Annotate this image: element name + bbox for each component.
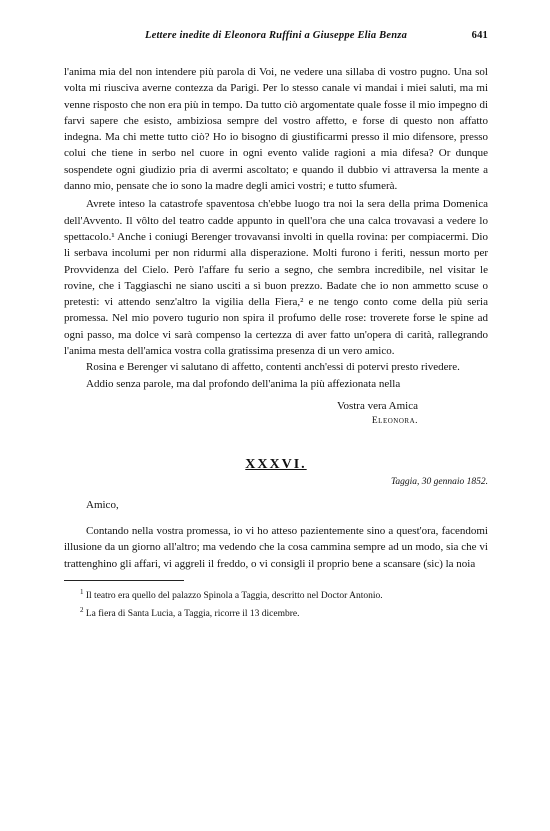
next-letter-body [64, 523, 488, 572]
footnote [64, 585, 488, 603]
paragraph: Addio senza parole, ma dal profondo dell'anima la più affezionata nella [86, 377, 401, 390]
signature: Eleonora. [371, 415, 418, 426]
paragraph: Avrete inteso la catastrofe spaventosa ch'ebbe luogo tra noi la sera della prima Domenica dell'Avvento. Il vôlto del teatro cadde appunto in quell'ora che una calca trovavasi a vedere lo spettacolo.¹ Anche i coniugi Berenger trovavansi involti in quella rovina: per compiacermi. Dio li serbava incolumi per non ridurmi alla disperazione. Molti furono i feriti, nessun morto per Provvidenza del Cielo. Però l'affare fu serio a segno, che sembra incredibile, nel visitar le rovine, che i Taggiaschi ne siano usciti a sì buon prezzo. Badate che io non ammetto scuse o pretesti: vi attendo senz'altro la vigilia della Fiera,² e ne tengo conto come della più seria promessa. Nel mio povero tugurio non spira il profumo delle rose: troverete forse le spine ad ogni passo, ma dolce vi sarà compenso la certezza di aver fatto un'opera di carità, rallegrando l'anima mesta dell'amica vostra colla gratissima presenza di un vero amico. [64, 198, 488, 358]
letter-number: XXXVI. [245, 456, 307, 472]
footnote-text: La fiera di Santa Lucia, a Taggia, ricorre il 13 dicembre. [85, 609, 300, 620]
paragraph: Rosina e Berenger vi salutano di affetto, contenti anch'essi di potervi presto rivedere. [86, 361, 460, 374]
closing-line: Vostra vera Amica [336, 399, 418, 412]
paragraph: Contando nella vostra promessa, io vi ho atteso pazientemente sino a quest'ora, facendomi illusione da un giorno all'altro; ma vedendo che la cosa cammina sempre ad un modo, sia che vi trattenghino gli affari, vi aggreli il freddo, o vi consigli il proprio bene a scansare (sic) la noia [64, 524, 488, 570]
footnote-marker: 1 [80, 587, 84, 596]
paragraph: l'anima mia del non intendere più parola di Voi, ne vedere una sillaba di vostro pugno. Una sol volta mi riusciva averne contezza da Parigi. Per lo stesso canale vi mandai i miei saluti, ma mi venne risposto che non era più in tempo. Da tutto ciò argomentate quale fosse il mio impegno di farvi sapere che esisto, ambiziosa sempre del vostro affetto, e forse di questo non affatto indegna. Ma chi mette tutto ciò? Ho io bisogno di giustificarmi presso il mio difensore, presso colui che tiene in serbo nel cuore in ogni evento valide ragioni a mia difesa? Or dunque sospendete ogni giudizio pria di avermi ascoltato; e quando il dubbio vi attraversa la mente a danno mio, pensate che io sono la madre degli amici vostri; e tutto sfumerà. [64, 66, 488, 193]
letter-dateline: Taggia, 30 gennaio 1852. [390, 476, 488, 487]
footnote [64, 603, 488, 621]
footnote-divider [64, 580, 184, 581]
letter-signoff [64, 398, 488, 429]
letter-body [64, 64, 488, 392]
footnotes [64, 585, 488, 621]
footnote-text: Il teatro era quello del palazzo Spinola a Taggia, descritto nel Doctor Antonio. [85, 590, 383, 601]
page-number: 641 [471, 30, 488, 41]
running-head [64, 30, 488, 46]
running-title: Lettere inedite di Eleonora Ruffini a Giuseppe Elia Benza [144, 30, 408, 41]
footnote-marker: 2 [80, 605, 84, 614]
letter-salutation: Amico, [86, 498, 119, 511]
